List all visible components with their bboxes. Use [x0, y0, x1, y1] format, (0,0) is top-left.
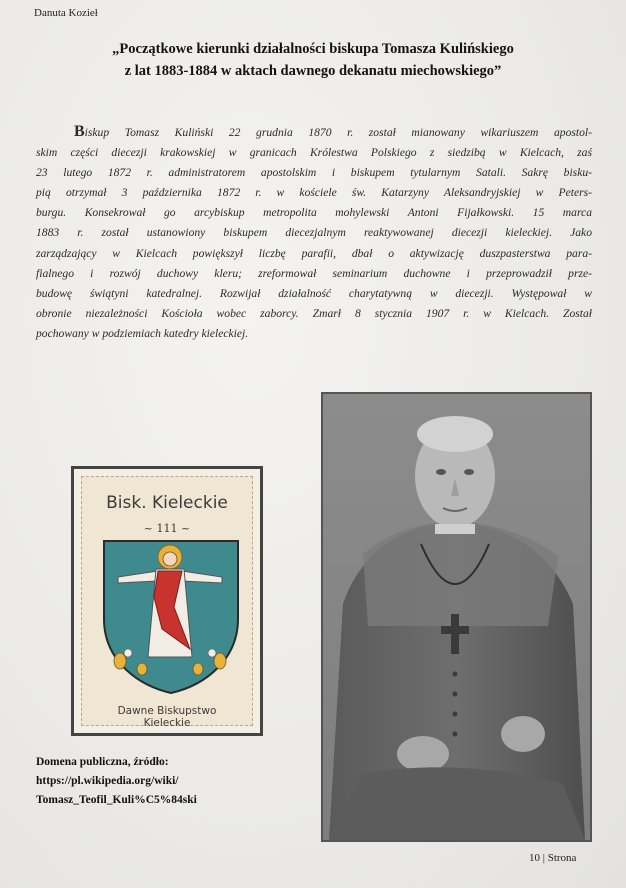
bishop-portrait-photo: [321, 392, 592, 842]
body-line: burgu. Konsekrował go arcybiskup metropolita mohylewski Antoni Fijałkowski. 15 marca: [36, 206, 592, 220]
body-line: 23 lutego 1872 r. administratorem apostolskim i biskupem tytularnym Satali. Sakrę bisku-: [36, 166, 592, 180]
body-line: zarządzający w Kielcach powiększył liczbę parafii, dbał o aktywizację duszpasterstwa para-: [36, 246, 592, 260]
page-number: 10 | Strona: [529, 852, 577, 864]
stamp-image: [71, 466, 263, 736]
document-title: [40, 38, 586, 82]
author-name: Danuta Kozieł: [34, 7, 98, 19]
image-source-note: [36, 753, 197, 810]
stamp-number: ~ 111 ~: [143, 522, 191, 535]
body-line: obronie niezależności Kościoła wobec zaborcy. Zmarł 8 stycznia 1907 r. w Kielcach. Został: [36, 306, 592, 320]
body-line: pochowany w podziemiach katedry kieleckiej.: [36, 326, 249, 340]
body-line: skim części diecezji krakowskiej w granicach Królestwa Polskiego z siedzibą w Kielcach, zaś: [36, 146, 592, 160]
title-line-2: z lat 1883-1884 w aktach dawnego dekanatu miechowskiego”: [124, 63, 502, 79]
stamp-caption: Dawne Biskupstwo Kieleckie: [117, 705, 217, 729]
stamp-title: Bisk. Kieleckie: [106, 493, 228, 513]
stamp-card: [81, 476, 253, 729]
portrait-icon: [323, 394, 590, 840]
body-line: 1883 r. został ustanowiony biskupem diecezjalnym reaktywowanej diecezji kieleckiej. Jako: [36, 226, 592, 240]
body-line: fialnego i rozwój duchowy kleru; zreformował seminarium duchowne i przeprowadził prze-: [36, 266, 592, 280]
body-line: pią otrzymał 3 października 1872 r. w kościele św. Katarzyny Aleksandryjskiej w Peters-: [36, 186, 592, 200]
source-line-2: https://pl.wikipedia.org/wiki/: [36, 775, 179, 787]
drop-cap: B: [74, 123, 85, 140]
body-line: Biskup Tomasz Kuliński 22 grudnia 1870 r. został mianowany wikariuszem apostol-: [74, 123, 592, 140]
source-line-1: Domena publiczna, źródło:: [36, 756, 169, 768]
body-line: budowę świątyni katedralnej. Rozwijał działalność charytatywną w diecezji. Występował w: [36, 286, 592, 300]
body-paragraph: [36, 122, 592, 344]
source-line-3: Tomasz_Teofil_Kuli%C5%84ski: [36, 794, 197, 806]
title-line-1: „Początkowe kierunki działalności biskupa Tomasza Kulińskiego: [112, 41, 514, 57]
coat-of-arms-icon: [98, 537, 244, 697]
